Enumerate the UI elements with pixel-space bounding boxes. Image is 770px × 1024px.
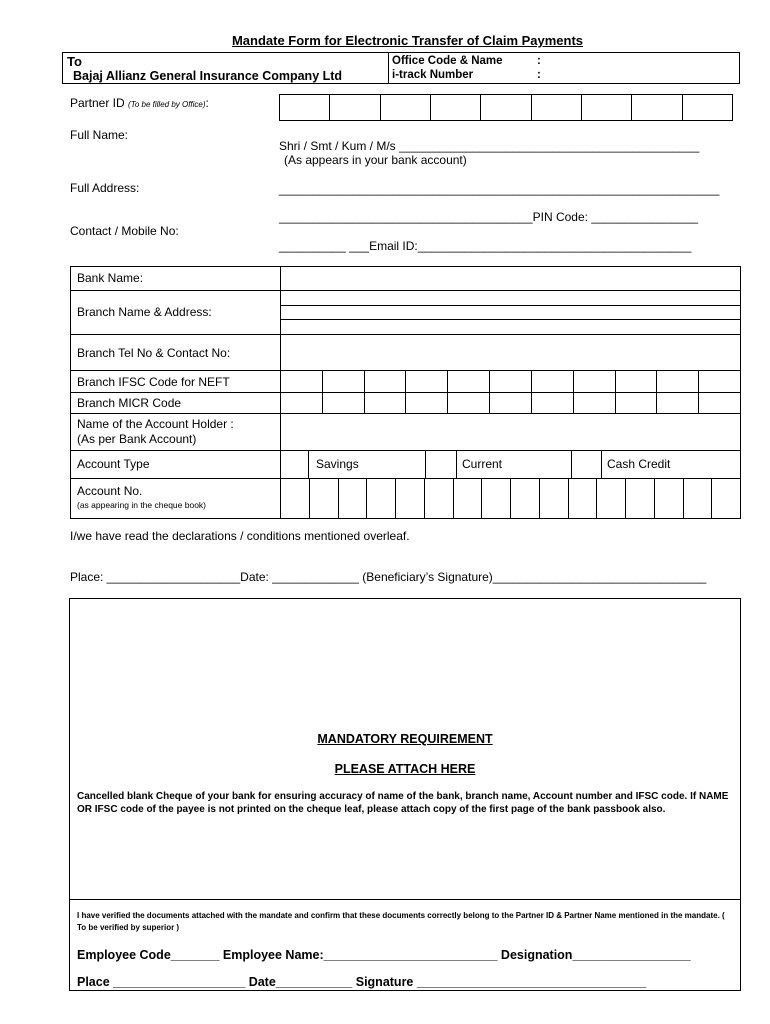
contact-label: Contact / Mobile No: bbox=[70, 224, 179, 238]
account-no-note: (as appearing in the cheque book) bbox=[77, 500, 207, 510]
full-name-label: Full Name: bbox=[70, 128, 129, 142]
to-label: To bbox=[67, 54, 82, 69]
branch-address-label: Branch Name & Address: bbox=[77, 305, 212, 319]
office-code-colon: : bbox=[537, 55, 541, 67]
account-no-boxes[interactable] bbox=[281, 479, 740, 518]
cash-credit-checkbox[interactable] bbox=[571, 451, 602, 478]
cash-credit-label: Cash Credit bbox=[607, 457, 671, 471]
place-date-signature-line[interactable]: Place: ____________________Date: _____________ (Beneficiary’s Signature)________________________________ bbox=[70, 570, 707, 584]
partner-id-colon: : bbox=[205, 96, 209, 110]
current-checkbox[interactable] bbox=[425, 451, 457, 478]
office-code-label: Office Code & Name bbox=[392, 55, 503, 67]
addressee-box bbox=[62, 52, 740, 84]
ifsc-row bbox=[71, 370, 740, 392]
ifsc-boxes[interactable] bbox=[281, 371, 740, 392]
attach-here-heading: PLEASE ATTACH HERE bbox=[334, 762, 476, 776]
company-name: Bajaj Allianz General Insurance Company Ltd bbox=[73, 69, 343, 83]
itrack-colon: : bbox=[537, 69, 541, 81]
verification-divider bbox=[70, 899, 740, 900]
full-address-label: Full Address: bbox=[70, 181, 140, 195]
bank-name-label: Bank Name: bbox=[77, 271, 144, 285]
partner-id-text: Partner ID bbox=[70, 96, 125, 110]
account-no-row bbox=[71, 478, 740, 518]
itrack-label: i-track Number bbox=[392, 69, 474, 81]
savings-label: Savings bbox=[316, 457, 359, 471]
account-holder-label: Name of the Account Holder : bbox=[77, 417, 234, 431]
contact-email-field[interactable]: __________ ___Email ID:_________________________________________ bbox=[279, 239, 692, 253]
full-name-note: (As appears in your bank account) bbox=[284, 153, 467, 167]
account-type-options bbox=[281, 451, 740, 478]
employee-details-line[interactable]: Employee Code_______ Employee Name:_________________________ Designation_________________ bbox=[77, 948, 691, 962]
cheque-attach-box bbox=[69, 598, 741, 991]
full-name-field[interactable]: Shri / Smt / Kum / M/s _____________________________________________ bbox=[279, 139, 700, 153]
form-title: Mandate Form for Electronic Transfer of Claim Payments bbox=[231, 33, 584, 48]
verifier-place-date-signature-line[interactable]: Place ___________________ Date___________ Signature _________________________________ bbox=[77, 975, 647, 989]
mandatory-requirement-heading: MANDATORY REQUIREMENT bbox=[317, 732, 493, 746]
account-type-label: Account Type bbox=[77, 457, 150, 471]
requirement-text: Cancelled blank Cheque of your bank for ensuring accuracy of name of the bank, branch name, Account number and IFSC code. If NAME OR IFSC code of the payee is not printed on the cheque leaf, please attach copy of the first page of the bank passbook also. bbox=[77, 791, 729, 815]
partner-id-label bbox=[70, 96, 209, 110]
current-label: Current bbox=[462, 457, 503, 471]
branch-tel-row bbox=[71, 334, 740, 370]
micr-boxes[interactable] bbox=[281, 393, 740, 413]
bank-details-table bbox=[70, 266, 741, 519]
account-type-row bbox=[71, 450, 740, 478]
micr-label: Branch MICR Code bbox=[77, 396, 182, 410]
partner-id-note: (To be filled by Office) bbox=[128, 100, 206, 109]
branch-address-row bbox=[71, 290, 740, 334]
declaration-text: I/we have read the declarations / conditions mentioned overleaf. bbox=[70, 529, 410, 543]
micr-row bbox=[71, 392, 740, 413]
savings-checkbox[interactable] bbox=[281, 451, 309, 478]
branch-tel-label: Branch Tel No & Contact No: bbox=[77, 346, 231, 360]
address-line-1[interactable]: __________________________________________________________________ bbox=[279, 182, 720, 196]
address-line-2-pin[interactable]: ______________________________________PIN Code: ________________ bbox=[279, 210, 699, 224]
account-holder-note: (As per Bank Account) bbox=[77, 432, 197, 446]
account-no-label: Account No. bbox=[77, 484, 143, 498]
bank-name-row bbox=[71, 267, 740, 290]
account-holder-row bbox=[71, 413, 740, 450]
verification-text: I have verified the documents attached with the mandate and confirm that these documents correctly belong to the Partner ID & Partner Name mentioned in the mandate. ( To be verified by superior ) bbox=[77, 911, 725, 932]
ifsc-label: Branch IFSC Code for NEFT bbox=[77, 375, 230, 389]
partner-id-boxes[interactable] bbox=[279, 94, 733, 121]
